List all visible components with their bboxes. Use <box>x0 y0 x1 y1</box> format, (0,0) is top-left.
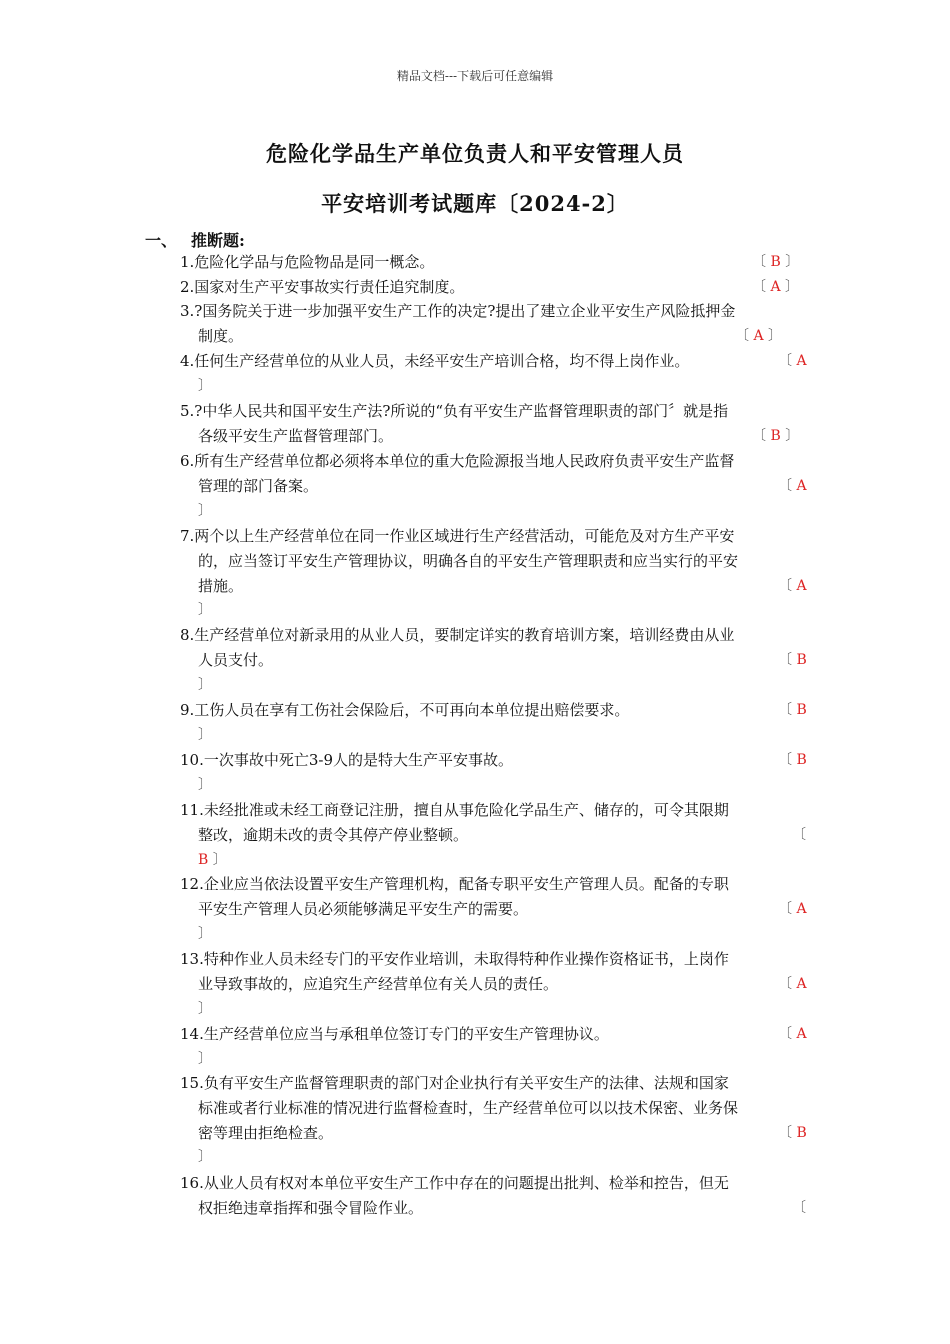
question-text: 平安生产管理人员必须能够满足平安生产的需要。 <box>198 899 529 918</box>
answer-bracket <box>778 972 807 996</box>
question-text: 15.负有平安生产监督管理职责的部门对企业执行有关平安生产的法律、法规和国家 <box>180 1074 729 1092</box>
bracket-open: 〔 <box>778 577 797 594</box>
question-item <box>180 1171 808 1245</box>
question-item <box>180 349 808 399</box>
question-text: 6.所有生产经营单位都必须将本单位的重大危险源报当地人民政府负责平安生产监督 <box>180 452 735 470</box>
answer-bracket <box>792 1196 806 1220</box>
answer-bracket-continued <box>198 848 227 872</box>
question-item <box>180 748 808 798</box>
answer-value: A <box>796 353 807 369</box>
question-text: 11.未经批准或未经工商登记注册，擅自从事危险化学品生产、储存的，可令其限期 <box>180 801 729 819</box>
answer-value: A <box>770 279 781 295</box>
bracket-close: 〕 <box>198 377 212 394</box>
question-item <box>180 872 808 946</box>
answer-value: B <box>796 702 807 718</box>
bracket-close: 〕 <box>763 327 783 344</box>
bracket-open: 〔 <box>735 327 754 344</box>
bracket-close: 〕 <box>208 851 227 868</box>
answer-value: A <box>796 577 807 594</box>
bracket-open: 〔 <box>778 353 797 369</box>
question-text: 3.?国务院关于进一步加强平安生产工作的决定?提出了建立企业平安生产风险抵押金 <box>180 302 736 320</box>
bracket-close: 〕 <box>780 427 800 444</box>
bracket-close: 〕 <box>198 502 212 519</box>
bracket-open: 〔 <box>778 651 797 668</box>
answer-value: B <box>796 651 807 668</box>
answer-bracket <box>792 823 806 847</box>
bracket-close: 〕 <box>198 726 212 743</box>
question-text: 2.国家对生产平安事故实行责任追究制度。 <box>180 278 465 296</box>
question-item <box>180 698 808 748</box>
answer-value: A <box>796 900 807 917</box>
answer-value: A <box>796 975 807 992</box>
question-item <box>180 947 808 1021</box>
question-item <box>180 1071 808 1170</box>
answer-bracket <box>778 1022 807 1046</box>
question-text: 8.生产经营单位对新录用的从业人员，要制定详实的教育培训方案，培训经费由从业 <box>180 626 735 644</box>
question-text: 的，应当签订平安生产管理协议，明确各自的平安生产管理职责和应当实行的平安 <box>198 551 739 570</box>
bracket-open: 〔 <box>752 254 771 270</box>
answer-value: A <box>796 477 807 494</box>
bracket-close: 〕 <box>198 602 212 619</box>
answer-bracket <box>735 324 782 348</box>
answer-bracket <box>778 648 807 672</box>
bracket-open: 〔 <box>792 1199 806 1216</box>
answer-bracket <box>778 748 807 772</box>
bracket-close: 〕 <box>780 254 800 270</box>
answer-bracket <box>752 275 799 299</box>
bracket-close: 〕 <box>198 1050 212 1067</box>
question-item <box>180 623 808 697</box>
question-text: 措施。 <box>198 576 244 595</box>
answer-value: B <box>770 427 781 444</box>
bracket-open: 〔 <box>778 477 797 494</box>
answer-bracket <box>752 250 799 274</box>
question-item <box>180 524 808 623</box>
question-text: 1.危险化学品与危险物品是同一概念。 <box>180 253 435 271</box>
answer-bracket <box>778 474 807 498</box>
answer-bracket <box>778 897 807 921</box>
question-text: 整改，逾期未改的责令其停产停业整顿。 <box>198 825 469 844</box>
question-item <box>180 449 808 523</box>
question-text: 密等理由拒绝检查。 <box>198 1123 334 1142</box>
bracket-open: 〔 <box>778 702 797 718</box>
answer-bracket <box>778 698 807 722</box>
question-text: 7.两个以上生产经营单位在同一作业区域进行生产经营活动，可能危及对方生产平安 <box>180 527 735 545</box>
answer-bracket <box>778 349 807 373</box>
answer-value: B <box>770 254 781 270</box>
bracket-close: 〕 <box>198 1149 212 1166</box>
question-text: 4.任何生产经营单位的从业人员，未经平安生产培训合格，均不得上岗作业。 <box>180 352 690 370</box>
answer-value: A <box>796 1026 807 1042</box>
question-text: 人员支付。 <box>198 650 274 669</box>
bracket-close: 〕 <box>198 1000 212 1017</box>
section-label: 推断题: <box>191 231 245 250</box>
bracket-open: 〔 <box>792 826 806 843</box>
answer-value: B <box>796 752 807 768</box>
bracket-close: 〕 <box>198 676 212 693</box>
question-text: 16.从业人员有权对本单位平安生产工作中存在的问题提出批判、检举和控告，但无 <box>180 1174 729 1192</box>
document-subtitle: 平安培训考试题库〔2024-2〕 <box>321 191 629 216</box>
bracket-open: 〔 <box>778 900 797 917</box>
answer-bracket <box>778 574 807 598</box>
section-heading <box>145 228 245 251</box>
question-text: 10.一次事故中死亡3-9人的是特大生产平安事故。 <box>180 751 514 769</box>
question-text: 权拒绝违章指挥和强令冒险作业。 <box>198 1198 424 1217</box>
question-text: 管理的部门备案。 <box>198 476 319 495</box>
question-text: 12.企业应当依法设置平安生产管理机构，配备专职平安生产管理人员。配备的专职 <box>180 875 729 893</box>
bracket-open: 〔 <box>778 975 797 992</box>
bracket-open: 〔 <box>778 1026 797 1042</box>
document-title: 危险化学品生产单位负责人和平安管理人员 <box>266 141 684 166</box>
answer-value: A <box>753 327 764 344</box>
question-text: 14.生产经营单位应当与承租单位签订专门的平安生产管理协议。 <box>180 1025 609 1043</box>
bracket-open: 〔 <box>752 427 771 444</box>
question-item <box>180 798 808 872</box>
answer-value: B <box>796 1124 807 1141</box>
answer-value: B <box>198 851 209 868</box>
bracket-close: 〕 <box>780 279 800 295</box>
bracket-open: 〔 <box>778 1124 797 1141</box>
page-header: 精品文档---下载后可任意编辑 <box>396 69 554 83</box>
section-number: 一、 <box>145 231 178 250</box>
question-text: 9.工伤人员在享有工伤社会保险后，不可再向本单位提出赔偿要求。 <box>180 701 630 719</box>
bracket-close: 〕 <box>198 925 212 942</box>
question-text: 业导致事故的，应追究生产经营单位有关人员的责任。 <box>198 974 559 993</box>
bracket-open: 〔 <box>778 752 797 768</box>
question-text: 5.?中华人民共和国平安生产法?所说的“负有平安生产监督管理职责的部门〞就是指 <box>180 402 729 420</box>
question-text: 13.特种作业人员未经专门的平安作业培训，未取得特种作业操作资格证书，上岗作 <box>180 950 729 968</box>
question-text: 制度。 <box>198 326 244 345</box>
bracket-open: 〔 <box>752 279 771 295</box>
question-text: 各级平安生产监督管理部门。 <box>198 426 394 445</box>
question-item <box>180 1022 808 1072</box>
bracket-close: 〕 <box>198 776 212 793</box>
answer-bracket <box>752 424 799 448</box>
question-text: 标准或者行业标准的情况进行监督检查时，生产经营单位可以以技术保密、业务保 <box>198 1098 739 1117</box>
answer-bracket <box>778 1121 807 1145</box>
